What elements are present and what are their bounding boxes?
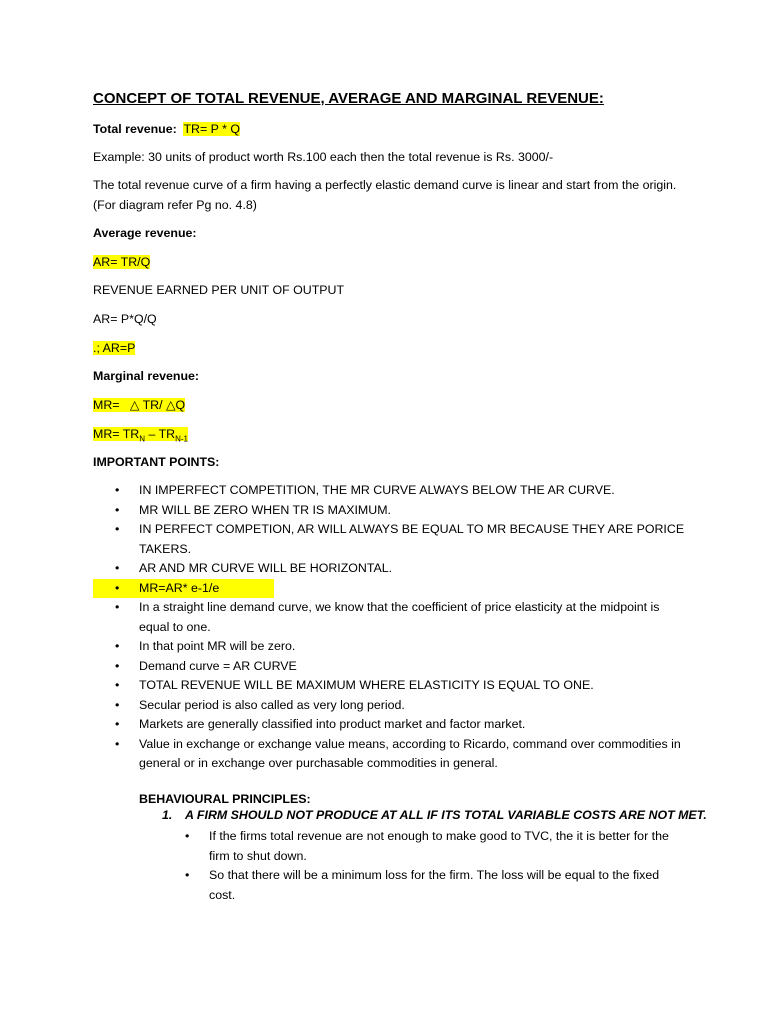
list-item	[93, 598, 693, 637]
list-item-text: Markets are generally classified into product market and factor market.	[139, 717, 526, 731]
list-item	[93, 735, 693, 774]
sub-list-item-text: So that there will be a minimum loss for the firm. The loss will be equal to the fixed cost.	[209, 868, 660, 902]
important-points-list	[93, 481, 693, 774]
bullet-icon: •	[115, 502, 120, 517]
bullet-icon: •	[115, 522, 120, 536]
sub-list-item	[185, 827, 685, 866]
average-revenue-formula-1	[93, 253, 150, 273]
bullet-icon: •	[115, 561, 120, 575]
marginal-revenue-label: Marginal revenue:	[93, 369, 200, 383]
bullet-icon: •	[115, 697, 120, 712]
bullet-icon: •	[115, 600, 120, 614]
list-item	[93, 676, 693, 696]
total-revenue-example: Example: 30 units of product worth Rs.100 each then the total revenue is Rs. 3000/-	[93, 150, 554, 164]
average-revenue-formula-3-text: .; AR=P	[93, 341, 136, 355]
marginal-revenue-formula-1-text: MR= △ TR/ △Q	[93, 398, 186, 412]
bullet-icon: •	[115, 717, 120, 731]
formula-2-subscript-n: N	[139, 434, 146, 444]
formula-2-middle: – TR	[145, 427, 176, 441]
list-item	[93, 481, 693, 501]
list-item	[93, 520, 693, 559]
list-item-text: MR WILL BE ZERO WHEN TR IS MAXIMUM.	[139, 502, 391, 517]
list-item-text: AR AND MR CURVE WILL BE HORIZONTAL.	[139, 561, 393, 575]
formula-2-prefix: MR= TR	[93, 427, 140, 441]
list-item-text: In that point MR will be zero.	[139, 639, 296, 653]
list-item-highlighted	[93, 579, 274, 599]
bullet-icon: •	[115, 658, 120, 673]
bullet-icon: •	[115, 678, 120, 692]
marginal-revenue-formula-2	[93, 425, 188, 449]
list-item	[93, 696, 693, 716]
sub-list-item-text: If the firms total revenue are not enough to make good to TVC, the it is better for the firm to shut down.	[209, 829, 669, 863]
principle-sub-list	[185, 827, 685, 905]
average-revenue-formula-3	[93, 339, 135, 359]
list-item-text: Secular period is also called as very long period.	[139, 697, 405, 712]
bullet-icon: •	[115, 639, 120, 653]
list-item	[93, 637, 693, 657]
average-revenue-label: Average revenue:	[93, 226, 197, 240]
bullet-icon: •	[185, 829, 190, 843]
behavioural-principles-heading: BEHAVIOURAL PRINCIPLES:	[139, 792, 311, 806]
bullet-icon: •	[185, 868, 190, 882]
average-revenue-definition: REVENUE EARNED PER UNIT OF OUTPUT	[93, 283, 345, 297]
list-item	[93, 559, 693, 579]
list-item-text: Demand curve = AR CURVE	[139, 658, 297, 673]
total-revenue-line	[93, 120, 240, 140]
list-item-text: TOTAL REVENUE WILL BE MAXIMUM WHERE ELASTICITY IS EQUAL TO ONE.	[139, 678, 594, 692]
sub-list-item	[185, 866, 685, 905]
list-item	[93, 657, 693, 677]
important-points-heading: IMPORTANT POINTS:	[93, 455, 220, 469]
list-item	[93, 501, 693, 521]
total-revenue-label: Total revenue:	[93, 122, 177, 136]
average-revenue-formula-1-text: AR= TR/Q	[93, 255, 151, 269]
average-revenue-formula-2: AR= P*Q/Q	[93, 312, 157, 326]
marginal-revenue-formula-1	[93, 396, 185, 416]
page-title: CONCEPT OF TOTAL REVENUE, AVERAGE AND MARGINAL REVENUE:	[93, 90, 604, 107]
principle-number: 1.	[162, 808, 173, 822]
bullet-icon: •	[115, 580, 120, 595]
total-revenue-formula: TR= P * Q	[183, 122, 241, 136]
marginal-revenue-formula-2-text	[93, 427, 188, 444]
list-item	[93, 715, 693, 735]
list-item-text: MR=AR* e-1/e	[139, 580, 220, 595]
total-revenue-curve-note: The total revenue curve of a firm having a perfectly elastic demand curve is linear and start from the origin. (For diagram refer Pg no. 4.8)	[93, 178, 677, 212]
list-item-text: IN PERFECT COMPETION, AR WILL ALWAYS BE EQUAL TO MR BECAUSE THEY ARE PORICE TAKERS.	[139, 522, 685, 556]
list-item-text: Value in exchange or exchange value means, according to Ricardo, command over commodities in general or in exchange over purchasable commodities in general.	[139, 736, 681, 770]
bullet-icon: •	[115, 483, 120, 497]
list-item-text: IN IMPERFECT COMPETITION, THE MR CURVE ALWAYS BELOW THE AR CURVE.	[139, 483, 615, 497]
principle-text: A FIRM SHOULD NOT PRODUCE AT ALL IF ITS TOTAL VARIABLE COSTS ARE NOT MET.	[185, 808, 707, 822]
bullet-icon: •	[115, 736, 120, 751]
list-item-text: In a straight line demand curve, we know that the coefficient of price elasticity at the midpoint is equal to one.	[139, 600, 660, 634]
formula-2-subscript-n-1: N-1	[175, 434, 188, 444]
